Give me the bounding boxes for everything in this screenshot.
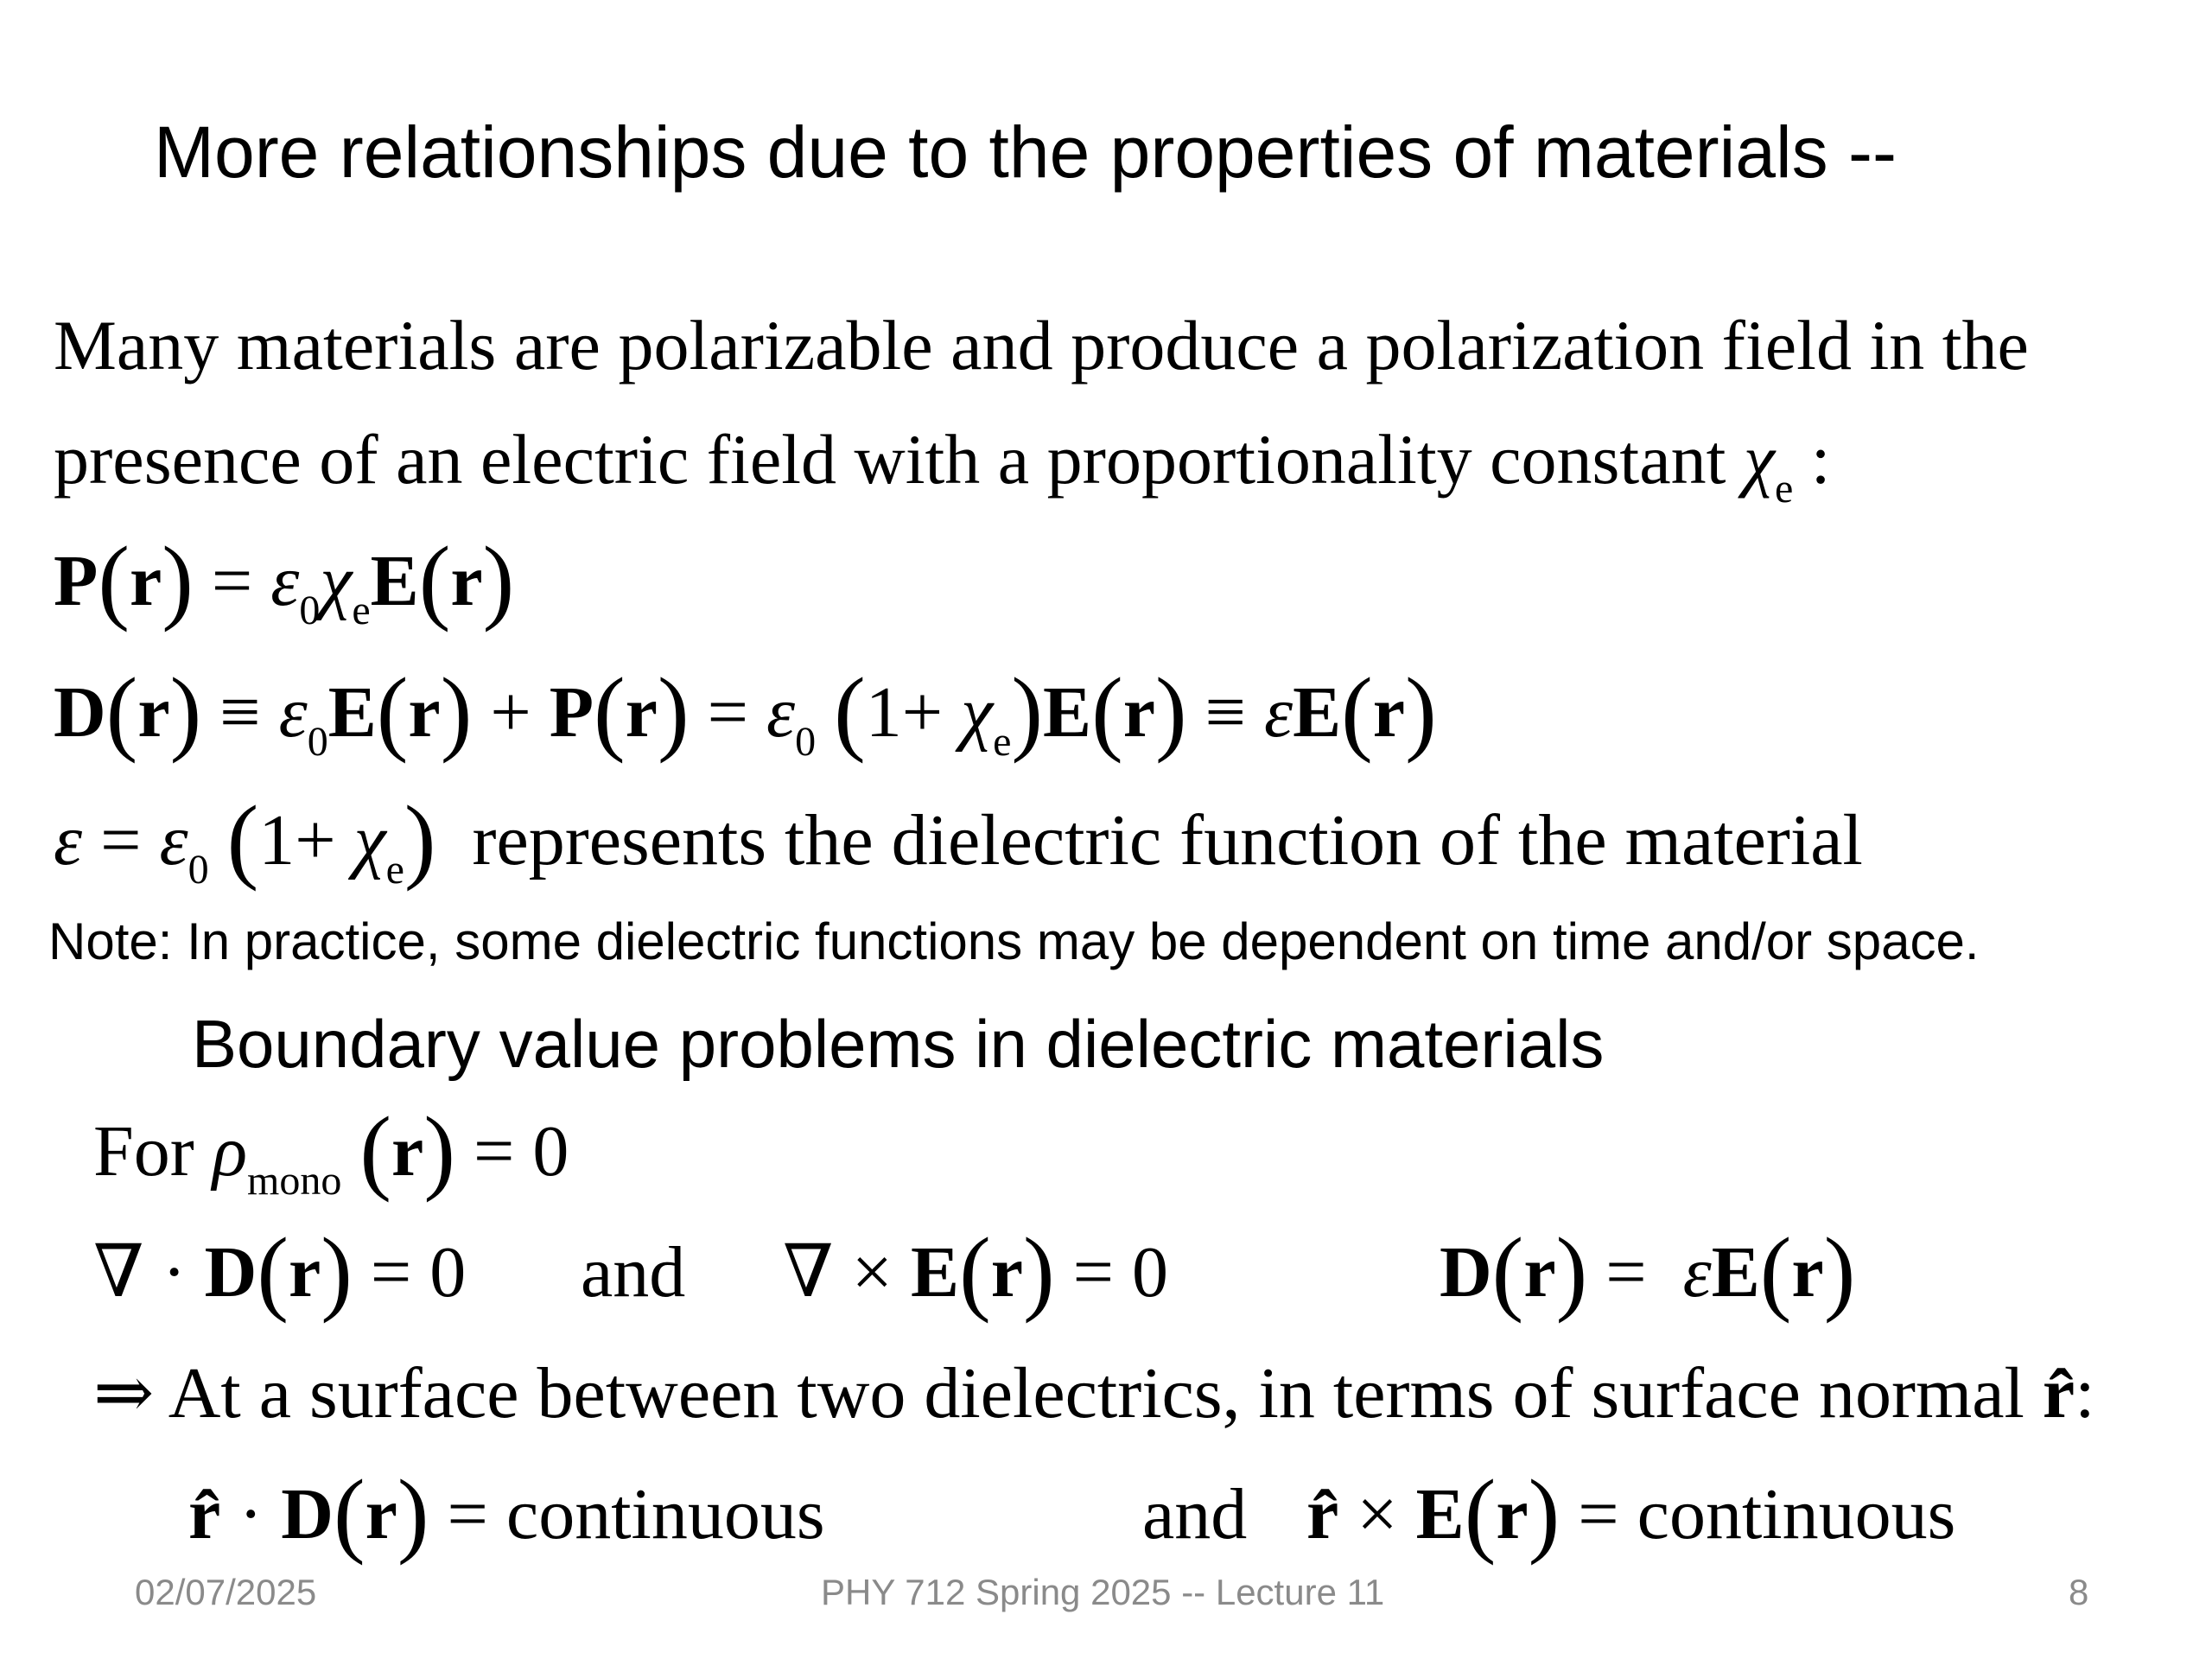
- chi-subscript: e: [352, 588, 371, 633]
- intro-line-1: Many materials are polarizable and produce a polarization field in the: [54, 306, 2029, 385]
- equals-zero: = 0: [1072, 1232, 1169, 1313]
- vector-D: D: [204, 1232, 257, 1313]
- equals-sign: =: [1605, 1232, 1647, 1313]
- dot-operator: ·: [162, 1232, 187, 1313]
- epsilon-subscript: 0: [795, 719, 817, 765]
- r-hat-symbol: r̂: [1306, 1474, 1339, 1554]
- equiv-sign: ≡: [1205, 672, 1247, 753]
- footer-course: PHY 712 Spring 2025 -- Lecture 11: [821, 1572, 1385, 1612]
- vector-r: r: [391, 1111, 424, 1192]
- equals-zero: = 0: [370, 1232, 467, 1313]
- footer-date: 02/07/2025: [135, 1572, 317, 1612]
- nabla-symbol: ∇: [93, 1232, 144, 1313]
- vector-r: r: [288, 1232, 321, 1313]
- vector-D: D: [1440, 1232, 1492, 1313]
- equals-sign: =: [100, 800, 142, 880]
- equals-zero: = 0: [473, 1111, 569, 1192]
- rho-symbol: ρ: [212, 1111, 248, 1192]
- vector-r: r: [129, 541, 162, 621]
- r-hat-symbol: r̂: [2042, 1353, 2075, 1433]
- epsilon-symbol: ε: [270, 541, 300, 621]
- equals-sign: =: [707, 672, 748, 753]
- chi-subscript: e: [385, 847, 404, 893]
- equation-divergence-curl: ∇ · D(r) = 0: [93, 1218, 467, 1324]
- epsilon-symbol: ε: [54, 800, 83, 880]
- vector-D: D: [281, 1474, 334, 1554]
- vector-r: r: [408, 672, 441, 753]
- vector-r: r: [1372, 672, 1406, 753]
- for-label: For: [93, 1111, 194, 1192]
- equation-displacement: $D(r) \equiv \varepsilon_0E(r) + P(r) = \varepsilon_0$ $(1+ \chi_e)E(r) \equiv \varepsilon E(r)$: [54, 658, 1437, 765]
- plus-sign: +: [490, 672, 531, 753]
- chi-symbol: χ: [320, 541, 353, 621]
- vector-r: r: [625, 672, 658, 753]
- surface-statement-text: At a surface between two dielectrics, in terms of surface normal: [168, 1353, 2024, 1433]
- equation-dielectric-function: $\varepsilon = \varepsilon_0$ $(1+ \chi_e)$ represents the dielectric function of the material: [54, 786, 1863, 893]
- implies-arrow: ⇒: [93, 1353, 155, 1433]
- equation-tangential-e: r̂ × E(r) = continuous: [1306, 1460, 1956, 1566]
- chi-subscript: e: [1774, 466, 1794, 512]
- section-subheading: Boundary value problems in dielectric materials: [192, 1006, 1605, 1082]
- equals-sign: =: [211, 541, 253, 621]
- equiv-sign: ≡: [219, 672, 261, 753]
- vector-E: E: [327, 672, 377, 753]
- vector-E: E: [370, 541, 419, 621]
- dielectric-description: represents the dielectric function of the material: [472, 800, 1863, 880]
- note-text: Note: In practice, some dielectric functions may be dependent on time and/or space.: [48, 912, 1980, 970]
- epsilon-symbol: ε: [278, 672, 308, 753]
- equation-normal-d: r̂ · D(r) = continuous: [188, 1460, 825, 1566]
- vector-r: r: [137, 672, 170, 753]
- chi-symbol: χ: [353, 800, 386, 880]
- one-plus: 1+: [865, 672, 944, 753]
- epsilon-symbol: ε: [1264, 672, 1294, 753]
- chi-symbol: χ: [961, 672, 994, 753]
- continuous-label: = continuous: [1578, 1474, 1956, 1554]
- equation-curl: ∇ × E(r) = 0: [783, 1218, 1169, 1324]
- and-label-1: and: [581, 1232, 686, 1313]
- epsilon-subscript: 0: [307, 719, 328, 765]
- vector-r: r: [1122, 672, 1155, 753]
- intro-line-2-text: presence of an electric field with a proportionality constant: [54, 420, 1726, 499]
- chi-symbol: χ: [1743, 420, 1775, 499]
- cross-operator: ×: [851, 1232, 893, 1313]
- equation-surface-statement: [93, 1346, 2095, 1441]
- intro-colon: :: [1810, 420, 1831, 499]
- colon: :: [2075, 1353, 2095, 1433]
- dot-operator: ·: [238, 1474, 264, 1554]
- vector-E: E: [1711, 1232, 1760, 1313]
- vector-E: E: [1293, 672, 1342, 753]
- vector-E: E: [1043, 672, 1092, 753]
- vector-r: r: [1523, 1232, 1556, 1313]
- continuous-label: = continuous: [447, 1474, 825, 1554]
- vector-r: r: [990, 1232, 1023, 1313]
- rho-subscript: mono: [247, 1158, 342, 1204]
- epsilon-symbol: ε: [1682, 1232, 1712, 1313]
- intro-line-2: [54, 418, 1831, 512]
- vector-r: r: [450, 541, 483, 621]
- vector-P: P: [54, 541, 99, 621]
- vector-P: P: [549, 672, 594, 753]
- vector-r: r: [365, 1474, 397, 1554]
- epsilon-subscript: 0: [299, 588, 321, 633]
- equation-no-charge: For $\rho_{mono}$ (r) = 0: [93, 1097, 569, 1204]
- equation-polarization: $P(r) = \varepsilon_0\chi_eE(r)$: [54, 527, 515, 633]
- chi-subscript: e: [993, 719, 1012, 765]
- one-plus: 1+: [258, 800, 336, 880]
- slide-title: More relationships due to the properties of materials --: [154, 111, 1897, 193]
- vector-r: r: [1791, 1232, 1824, 1313]
- and-label-2: and: [1142, 1474, 1248, 1554]
- epsilon-subscript: 0: [188, 847, 209, 893]
- r-hat-symbol: r̂: [188, 1474, 221, 1554]
- epsilon-symbol: ε: [766, 672, 796, 753]
- epsilon-symbol: ε: [159, 800, 188, 880]
- nabla-symbol: ∇: [783, 1232, 834, 1313]
- vector-E: E: [1415, 1474, 1465, 1554]
- cross-operator: ×: [1357, 1474, 1398, 1554]
- footer-page-number: 8: [2069, 1572, 2089, 1612]
- vector-E: E: [911, 1232, 960, 1313]
- equation-constitutive: D(r) = εE(r): [1440, 1218, 1856, 1324]
- vector-r: r: [1496, 1474, 1529, 1554]
- vector-D: D: [54, 672, 106, 753]
